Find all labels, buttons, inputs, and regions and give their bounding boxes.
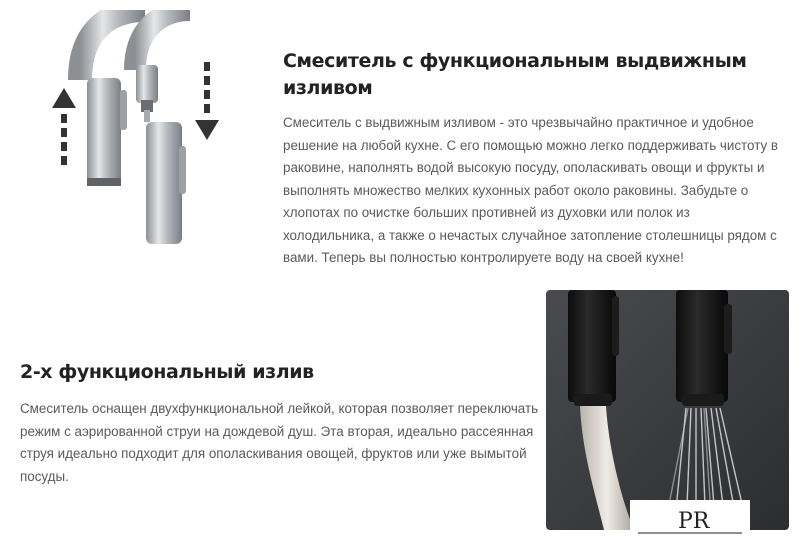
rain-spray-head — [676, 290, 728, 402]
brand-logo — [630, 500, 750, 540]
right-spray-head — [146, 122, 182, 244]
aerated-spray-head — [568, 290, 616, 402]
brand-logo-mark: PR — [678, 509, 710, 534]
left-spray-head — [87, 78, 121, 186]
section-text-two-function: Смеситель оснащен двухфункциональной лейкой, которая позволяет переключать режим с аэрированной струи на дождевой душ. Эта вторая, идеально рассеянная струя идеально подходит для ополаскивания овощей, фруктов или уже вымытой посуды. — [20, 401, 539, 484]
pullout-spout-image — [40, 10, 240, 245]
section-title-pullout: Смеситель с функциональным выдвижным изливом — [283, 50, 747, 99]
spray-modes-photo — [546, 290, 789, 530]
section-text-pullout: Смеситель с выдвижным изливом - это чрезвычайно практичное и удобное решение на любой кухне. С его помощью можно легко поддерживать чистоту в раковине, наполнять водой высокую посуду, ополаскивать овощи и фрукты и выполнять множество мелких кухонных работ около раковины. Забудьте о хлопотах по очистке больших противней из духовки или полок из холодильника, а также о нечастых случайное затопление столешницы рядом с вами. Теперь вы полностью контролируете воду на своей кухне! — [283, 115, 779, 265]
section-title-two-function: 2-х функциональный излив — [20, 361, 314, 383]
up-arrow-icon — [52, 88, 76, 165]
down-arrow-icon — [195, 62, 219, 140]
